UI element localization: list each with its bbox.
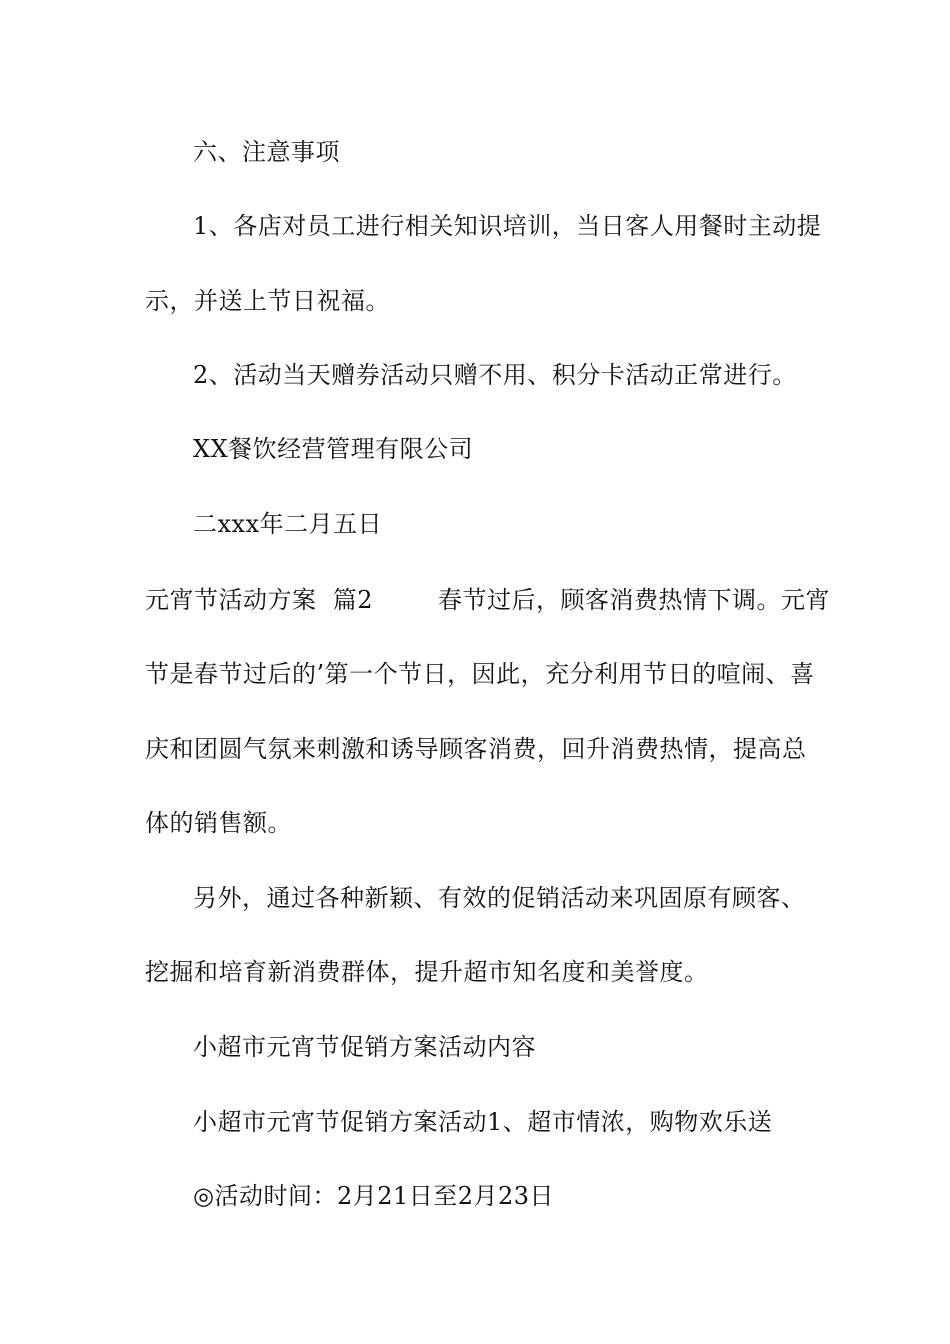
paragraph-line: 2、活动当天赠券活动只赠不用、积分卡活动正常进行。 — [193, 361, 797, 389]
subheading: 小超市元宵节促销方案活动内容 — [193, 1033, 536, 1061]
company-name: XX餐饮经营管理有限公司 — [193, 435, 474, 463]
paragraph-line: 示，并送上节日祝福。 — [145, 287, 390, 315]
activity-time: ◎活动时间：2月21日至2月23日 — [193, 1182, 555, 1210]
paragraph-line: 庆和团圆气氛来刺激和诱导顾客消费，回升消费热情，提高总 — [145, 735, 807, 763]
paragraph-line: 另外，通过各种新颖、有效的促销活动来巩固原有顾客、 — [193, 884, 806, 912]
paragraph-line: 体的销售额。 — [145, 809, 292, 837]
paragraph-line: 挖掘和培育新消费群体，提升超市知名度和美誉度。 — [145, 958, 709, 986]
paragraph-line: 小超市元宵节促销方案活动1、超市情浓，购物欢乐送 — [193, 1108, 773, 1136]
paragraph-line: 1、各店对员工进行相关知识培训，当日客人用餐时主动提 — [193, 212, 822, 240]
section-title-line: 元宵节活动方案 篇2 春节过后，顾客消费热情下调。元宵 — [145, 586, 831, 614]
date-line: 二xxx年二月五日 — [193, 510, 383, 538]
paragraph-line: 节是春节过后的’第一个节日，因此，充分利用节日的喧闹、喜 — [145, 660, 815, 688]
section-heading: 六、注意事项 — [193, 138, 340, 166]
